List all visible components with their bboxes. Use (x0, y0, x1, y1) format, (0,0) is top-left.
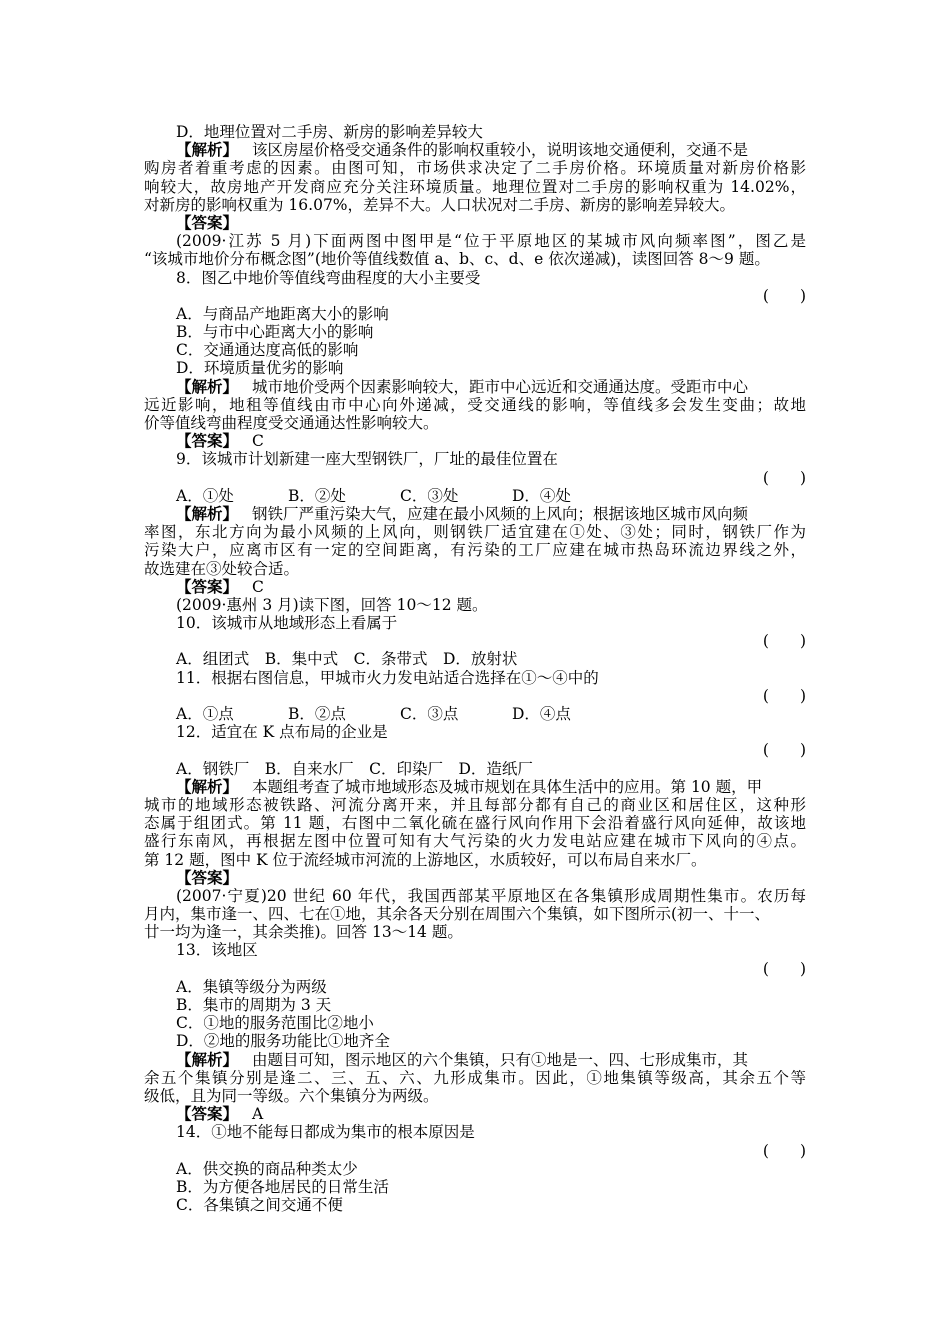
q11-option-d: D．④点 (512, 705, 571, 723)
analysis-label: 【解析】 (176, 376, 239, 396)
q12-stem: 12．适宜在 K 点布局的企业是 (176, 723, 388, 742)
intro-line: 月内，集市逢一、四、七在①地，其余各天分别在周围六个集镇，如下图所示(初一、十一、 (144, 905, 771, 924)
answer-label: 【答案】 (176, 867, 239, 887)
text-line: 污染大户，应离市区有一定的空间距离，有污染的工厂应建在城市热岛环流边界线之外， (144, 541, 806, 560)
answer-line (144, 869, 806, 887)
q9-options (144, 487, 806, 505)
q9-option-d: D．④处 (512, 486, 571, 505)
answer-paren: ( ) (762, 959, 806, 978)
q13-option-b: B．集市的周期为 3 天 (176, 996, 332, 1014)
q9-stem: 9．该城市计划新建一座大型钢铁厂，厂址的最佳位置在 (176, 450, 558, 469)
q10-stem: 10．该城市从地域形态上看属于 (176, 614, 398, 633)
q9-option-c: C．③处 (400, 486, 459, 505)
analysis-label: 【解析】 (176, 140, 239, 160)
text-line: 响较大，故房地产开发商应充分关注环境质量。地理位置对二手房的影响权重为 14.02%， (144, 177, 806, 196)
q8-option-b: B．与市中心距离大小的影响 (176, 323, 374, 342)
q13-stem: 13．该地区 (176, 941, 258, 960)
answer-paren: ( ) (762, 1141, 806, 1160)
document-body (144, 123, 806, 1214)
q8-stem: 8．图乙中地价等值线弯曲程度的大小主要受 (176, 268, 481, 287)
q11-option-c: C．③点 (400, 705, 459, 723)
text-line: 价等值线弯曲程度受交通通达性影响较大。 (144, 414, 439, 432)
answer-paren: ( ) (762, 286, 806, 305)
q9-option-a: A．①处 (176, 486, 234, 505)
q13-option-a: A．集镇等级分为两级 (176, 977, 327, 996)
q8-option-c: C．交通通达度高低的影响 (176, 341, 359, 360)
text-line: 对新房的影响权重为 16.07%，差异不大。人口状况对二手房、新房的影响差异较大。 (144, 195, 736, 214)
answer-label: 【答案】 (176, 212, 239, 232)
text-line: 远近影响，地租等值线由市中心向外递减，受交通线的影响，等值线多会发生变曲；故地 (144, 395, 806, 414)
intro-line: (2009·惠州 3 月)读下图，回答 10～12 题。 (176, 595, 488, 614)
text-line: 级低，且为同一等级。六个集镇分为两级。 (144, 1086, 439, 1105)
text-line: 余五个集镇分别是逢二、三、五、六、九形成集市。因此，①地集镇等级高，其余五个等 (144, 1068, 806, 1087)
answer-paren: ( ) (762, 468, 806, 487)
q10-12-analysis-line (144, 778, 806, 796)
text-line: 第 12 题，图中 K 位于流经城市河流的上游地区，水质较好，可以布局自来水厂。 (144, 850, 707, 869)
q14-option-b: B．为方便各地居民的日常生活 (176, 1177, 389, 1196)
q9-option-b: B．②处 (288, 486, 346, 505)
q13-option-c: C．①地的服务范围比②地小 (176, 1014, 374, 1033)
q10-options: A．组团式 B．集中式 C．条带式 D．放射状 (176, 650, 518, 669)
q13-answer-line (144, 1105, 806, 1123)
analysis-text: 由题目可知，图示地区的六个集镇，只有①地是一、四、七形成集市，其 (252, 1050, 749, 1069)
analysis-label: 【解析】 (176, 1049, 239, 1069)
q13-option-d: D．②地的服务功能比①地齐全 (176, 1032, 390, 1051)
answer-label: 【答案】 (176, 431, 239, 451)
q9-analysis-line (144, 505, 806, 523)
q11-stem: 11．根据右图信息，甲城市火力发电站适合选择在①～④中的 (176, 668, 599, 687)
text-line: 故选建在③处较合适。 (144, 559, 300, 578)
analysis-label: 【解析】 (176, 776, 239, 796)
text-line: 城市的地域形态被铁路、河流分离开来，并且每部分都有自己的商业区和居住区，这种形 (144, 795, 806, 814)
analysis-text: 钢铁厂严重污染大气，应建在最小风频的上风向；根据该地区城市风向频 (252, 504, 749, 523)
q11-options (144, 705, 806, 723)
text-line: 购房者着重考虑的因素。由图可知，市场供求决定了二手房价格。环境质量对新房价格影 (144, 159, 806, 178)
q12-options: A．钢铁厂 B．自来水厂 C．印染厂 D．造纸厂 (176, 759, 533, 778)
q8-analysis-line (144, 378, 806, 396)
answer-line (144, 214, 806, 232)
answer-paren: ( ) (762, 741, 806, 760)
intro-line: (2007·宁夏)20 世纪 60 年代，我国西部某平原地区在各集镇形成周期性集市。农历每 (176, 886, 806, 905)
analysis-text: 城市地价受两个因素影响较大，距市中心远近和交通通达度。受距市中心 (252, 377, 749, 396)
q13-analysis-line (144, 1051, 806, 1069)
q7-option-d: D．地理位置对二手房、新房的影响差异较大 (176, 123, 483, 141)
analysis-label: 【解析】 (176, 503, 239, 523)
answer-label: 【答案】 (176, 1104, 239, 1124)
q8-option-a: A．与商品产地距离大小的影响 (176, 304, 389, 323)
analysis-text: 该区房屋价格受交通条件的影响权重较小，说明该地交通便利，交通不是 (252, 141, 749, 160)
answer-paren: ( ) (762, 686, 806, 705)
answer-value: A (252, 1105, 264, 1124)
q8-answer-line (144, 432, 806, 450)
q14-option-a: A．供交换的商品种类太少 (176, 1159, 358, 1178)
answer-value: C (252, 432, 264, 451)
answer-value: C (252, 577, 264, 596)
answer-label: 【答案】 (176, 576, 239, 596)
analysis-text: 本题组考查了城市地域形态及城市规划在具体生活中的应用。第 10 题，甲 (252, 777, 763, 796)
q11-option-b: B．②点 (288, 705, 346, 723)
q14-stem: 14．①地不能每日都成为集市的根本原因是 (176, 1123, 475, 1142)
intro-line: “该城市地价分布概念图”(地价等值线数值 a、b、c、d、e 依次递减)，读图回答 8～9 题。 (144, 250, 770, 269)
text-line: 盛行东南风，再根据左图中位置可知有大气污染的火力发电站应建在城市下风向的④点。 (144, 832, 806, 851)
q9-answer-line (144, 578, 806, 596)
answer-paren: ( ) (762, 632, 806, 651)
intro-line: 廿一均为逢一，其余类推)。回答 13～14 题。 (144, 923, 463, 942)
q7-analysis-line (144, 141, 806, 159)
q11-option-a: A．①点 (176, 705, 234, 723)
text-line: 态属于组团式。第 11 题，右图中二氧化硫在盛行风向作用下会沿着盛行风向延伸，故该地 (144, 814, 806, 833)
q8-option-d: D．环境质量优劣的影响 (176, 359, 344, 378)
intro-line: (2009·江苏 5 月)下面两图中图甲是“位于平原地区的某城市风向频率图”，图乙是 (176, 232, 806, 251)
q14-option-c: C．各集镇之间交通不便 (176, 1196, 343, 1215)
text-line: 率图，东北方向为最小风频的上风向，则钢铁厂适宜建在①处、③处；同时，钢铁厂作为 (144, 523, 806, 542)
